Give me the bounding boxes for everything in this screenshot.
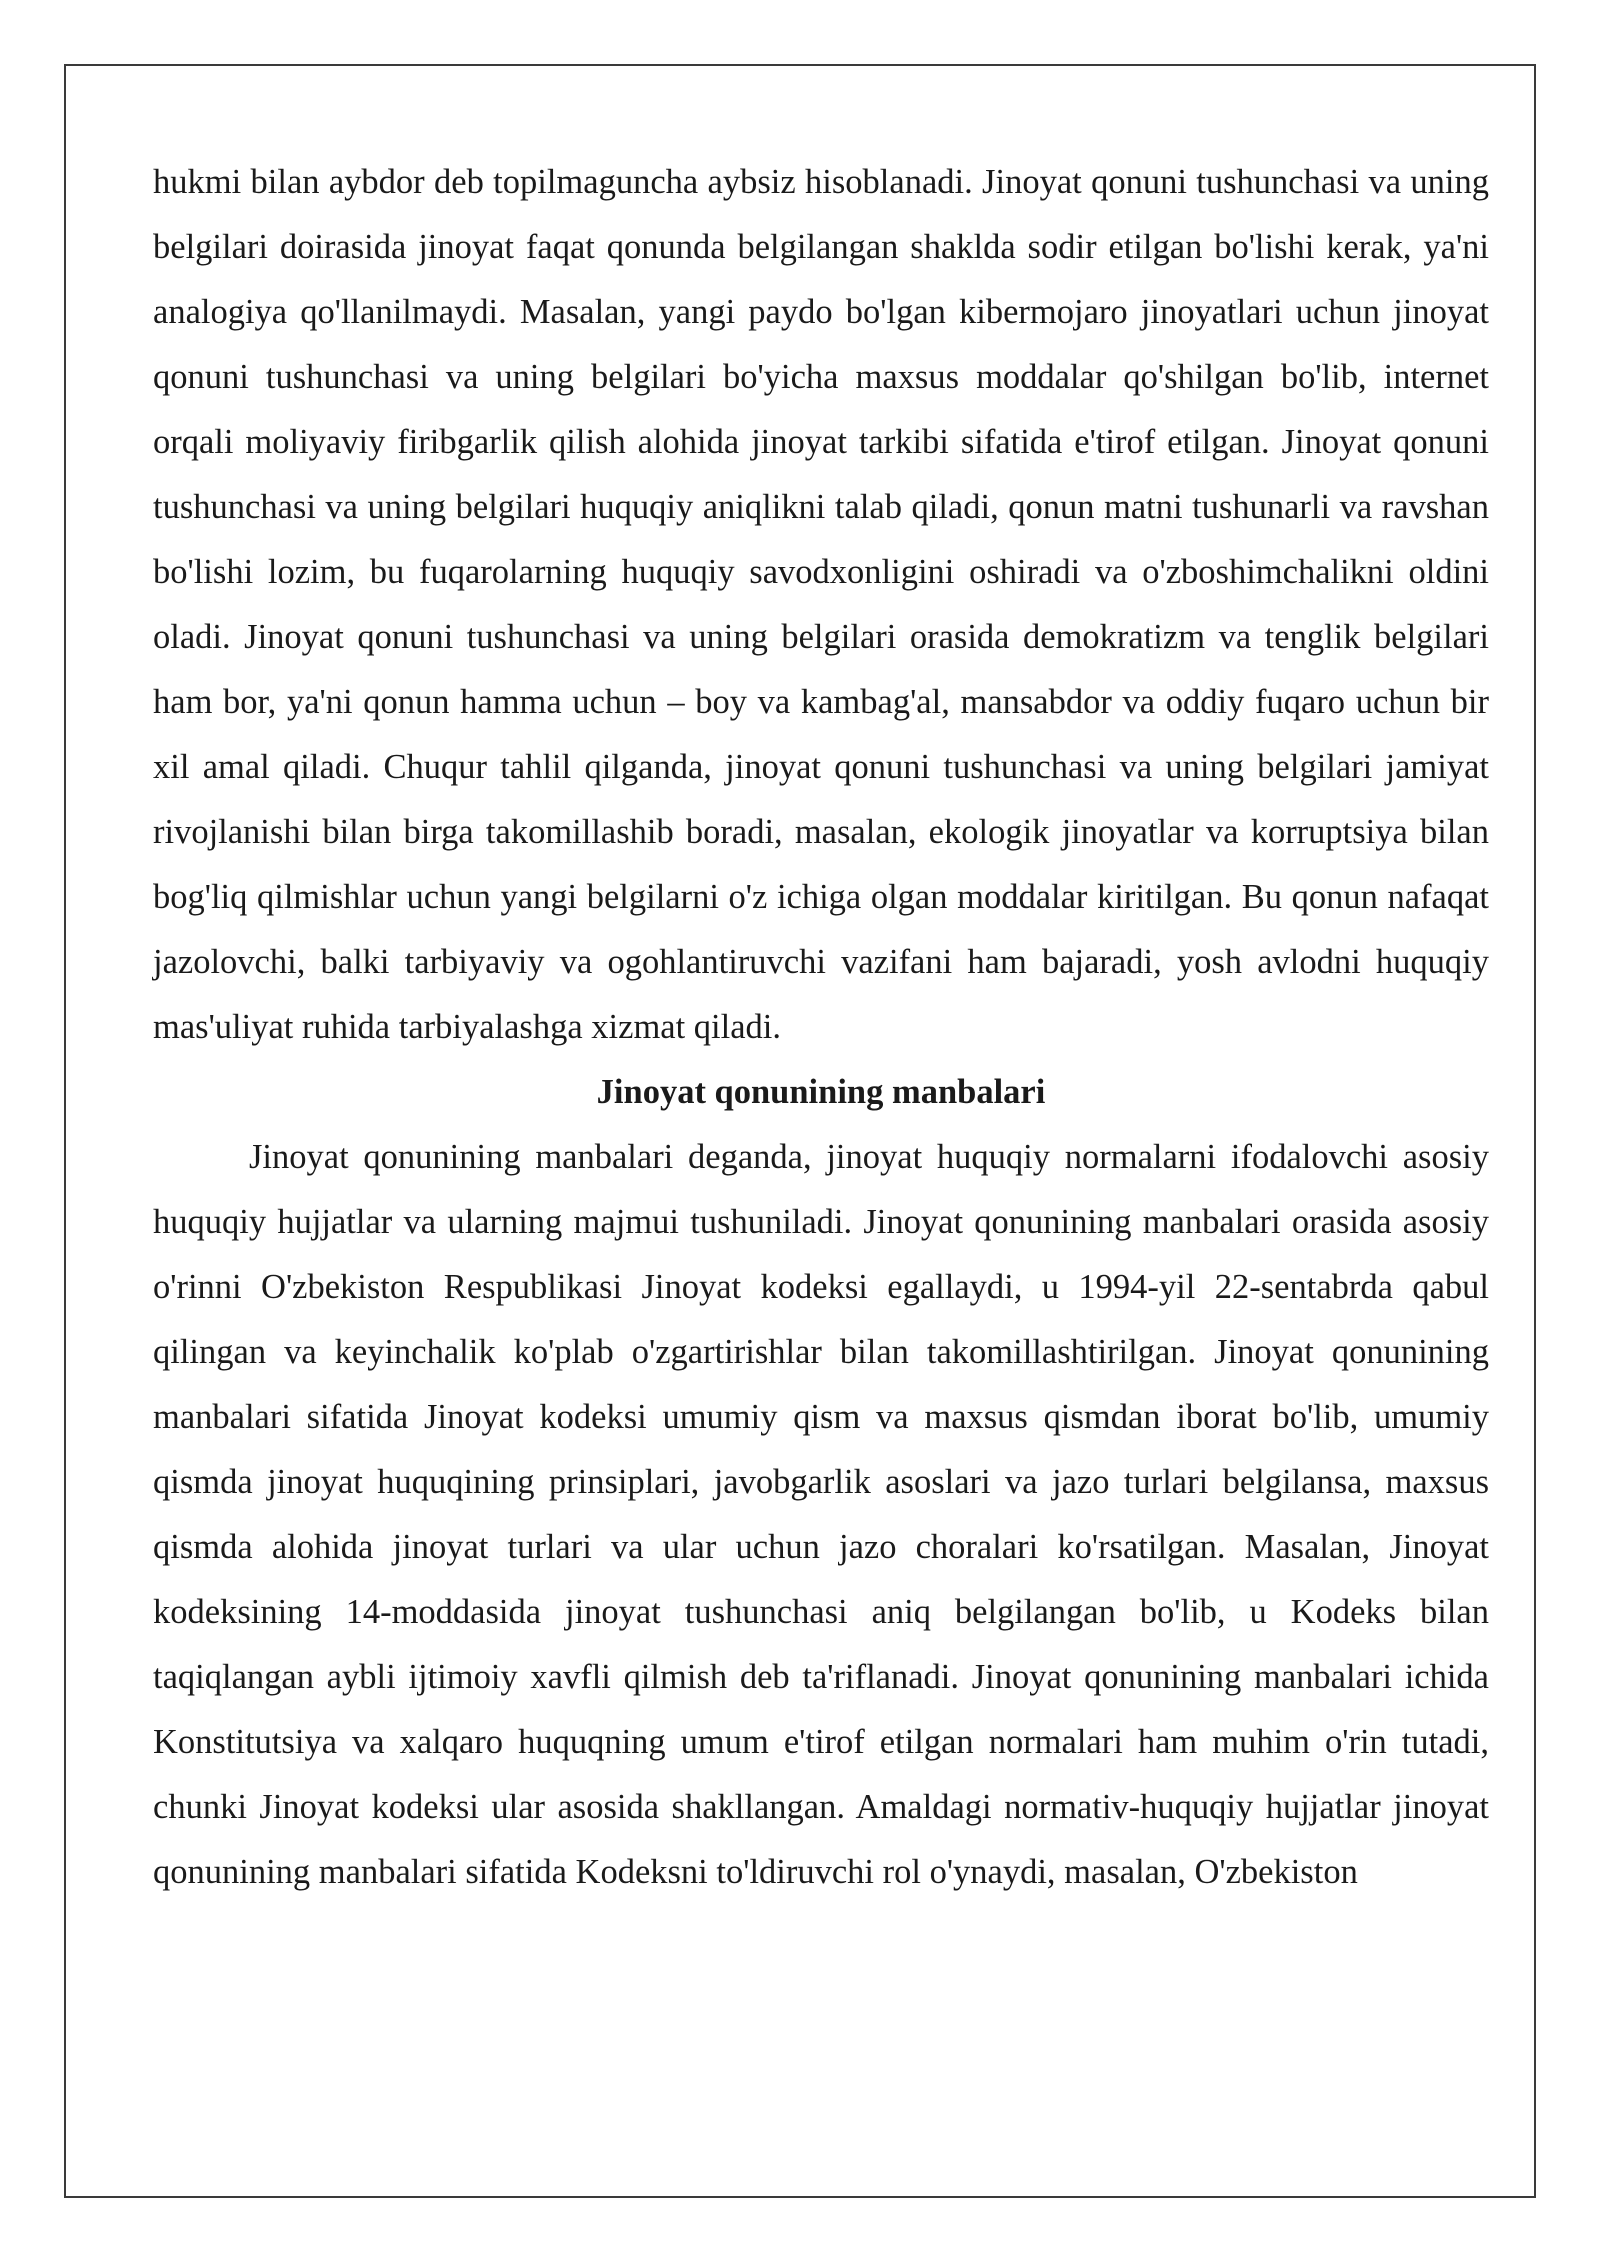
paragraph-continuation: hukmi bilan aybdor deb topilmaguncha aybsiz hisoblanadi. Jinoyat qonuni tushunchasi va uning belgilari doirasida jinoyat faqat qonunda belgilangan shaklda sodir etilgan bo'lishi kerak, ya'ni analogiya qo'llanilmaydi. Masalan, yangi paydo bo'lgan kibermojaro jinoyatlari uchun jinoyat qonuni tushunchasi va uning belgilari bo'yicha maxsus moddalar qo'shilgan bo'lib, internet orqali moliyaviy firibgarlik qilish alohida jinoyat tarkibi sifatida e'tirof etilgan. Jinoyat qonuni tushunchasi va uning belgilari huquqiy aniqlikni talab qiladi, qonun matni tushunarli va ravshan bo'lishi lozim, bu fuqarolarning huquqiy savodxonligini oshiradi va o'zboshimchalikni oldini oladi. Jinoyat qonuni tushunchasi va uning belgilari orasida demokratizm va tenglik belgilari ham bor, ya'ni qonun hamma uchun – boy va kambag'al, mansabdor va oddiy fuqaro uchun bir xil amal qiladi. Chuqur tahlil qilganda, jinoyat qonuni tushunchasi va uning belgilari jamiyat rivojlanishi bilan birga takomillashib boradi, masalan, ekologik jinoyatlar va korruptsiya bilan bog'liq qilmishlar uchun yangi belgilarni o'z ichiga olgan moddalar kiritilgan. Bu qonun nafaqat jazolovchi, balki tarbiyaviy va ogohlantiruvchi vazifani ham bajaradi, yosh avlodni huquqiy mas'uliyat ruhida tarbiyalashga xizmat qiladi.: [153, 163, 1489, 1046]
document-body: [153, 150, 1489, 1905]
section-heading: Jinoyat qonunining manbalari: [596, 1073, 1046, 1111]
paragraph-sources: Jinoyat qonunining manbalari deganda, jinoyat huquqiy normalarni ifodalovchi asosiy huquqiy hujjatlar va ularning majmui tushuniladi. Jinoyat qonunining manbalari orasida asosiy o'rinni O'zbekiston Respublikasi Jinoyat kodeksi egallaydi, u 1994-yil 22-sentabrda qabul qilingan va keyinchalik ko'plab o'zgartirishlar bilan takomillashtirilgan. Jinoyat qonunining manbalari sifatida Jinoyat kodeksi umumiy qism va maxsus qismdan iborat bo'lib, umumiy qismda jinoyat huquqining prinsiplari, javobgarlik asoslari va jazo turlari belgilansa, maxsus qismda alohida jinoyat turlari va ular uchun jazo choralari ko'rsatilgan. Masalan, Jinoyat kodeksining 14-moddasida jinoyat tushunchasi aniq belgilangan bo'lib, u Kodeks bilan taqiqlangan aybli ijtimoiy xavfli qilmish deb ta'riflanadi. Jinoyat qonunining manbalari ichida Konstitutsiya va xalqaro huquqning umum e'tirof etilgan normalari ham muhim o'rin tutadi, chunki Jinoyat kodeksi ular asosida shakllangan. Amaldagi normativ-huquqiy hujjatlar jinoyat qonunining manbalari sifatida Kodeksni to'ldiruvchi rol o'ynaydi, masalan, O'zbekiston: [153, 1138, 1489, 1891]
